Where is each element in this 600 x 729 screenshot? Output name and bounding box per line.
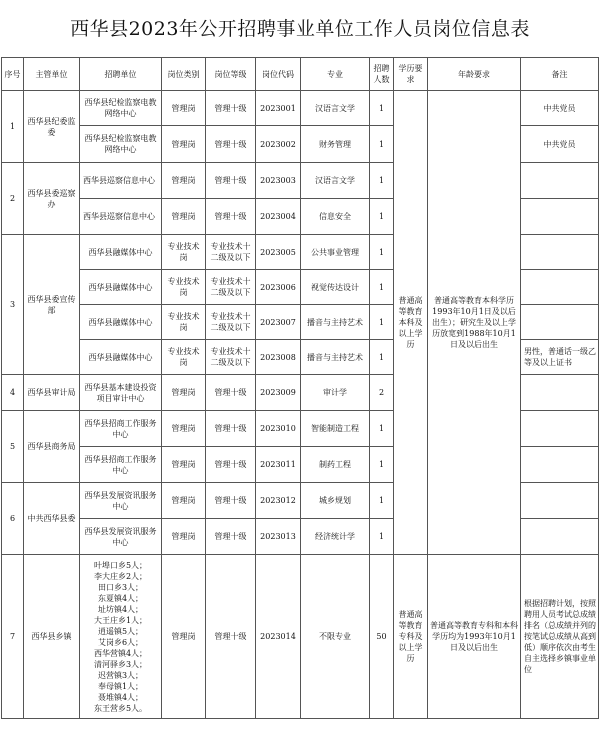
note-cell	[521, 519, 599, 555]
level-cell: 管理十级	[206, 555, 256, 719]
level-cell: 管理十级	[206, 199, 256, 235]
town-item: 田口乡3人；	[97, 582, 144, 592]
type-cell: 管理岗	[162, 411, 206, 447]
header-cell: 岗位类别	[162, 58, 206, 91]
code-cell: 2023008	[256, 340, 301, 375]
town-item: 清河驿乡3人；	[93, 659, 148, 669]
dept-cell: 西华县审计局	[24, 375, 80, 411]
code-cell: 2023010	[256, 411, 301, 447]
count-cell: 1	[370, 305, 394, 340]
type-cell: 管理岗	[162, 483, 206, 519]
unit-cell: 西华县纪检监察电教网络中心	[80, 126, 162, 163]
positions-table	[1, 57, 599, 719]
code-cell: 2023001	[256, 91, 301, 126]
level-cell: 专业技术十二级及以下	[206, 270, 256, 305]
type-cell: 管理岗	[162, 91, 206, 126]
code-cell: 2023012	[256, 483, 301, 519]
header-cell: 专业	[301, 58, 370, 91]
town-item: 迟营镇3人；	[97, 670, 144, 680]
type-cell: 管理岗	[162, 555, 206, 719]
type-cell: 管理岗	[162, 126, 206, 163]
count-cell: 1	[370, 519, 394, 555]
note-cell	[521, 411, 599, 447]
unit-cell: 西华县招商工作服务中心	[80, 411, 162, 447]
note-cell	[521, 270, 599, 305]
unit-cell: 西华县融媒体中心	[80, 270, 162, 305]
dept-cell: 西华县纪委监委	[24, 91, 80, 163]
type-cell: 管理岗	[162, 163, 206, 199]
unit-cell: 西华县纪检监察电教网络中心	[80, 91, 162, 126]
dept-cell: 中共西华县委	[24, 483, 80, 555]
level-cell: 管理十级	[206, 519, 256, 555]
level-cell: 专业技术十二级及以下	[206, 235, 256, 270]
level-cell: 管理十级	[206, 163, 256, 199]
age-cell: 普通高等教育本科学历1993年10月1日及以后出生）；研究生及以上学历放宽到1988年10月1日及以后出生	[428, 91, 521, 555]
note-cell	[521, 305, 599, 340]
town-item: 逍遥镇5人；	[97, 626, 144, 636]
note-cell: 中共党员	[521, 126, 599, 163]
note-cell	[521, 163, 599, 199]
count-cell: 1	[370, 447, 394, 483]
type-cell: 管理岗	[162, 519, 206, 555]
code-cell: 2023014	[256, 555, 301, 719]
note-cell	[521, 235, 599, 270]
code-cell: 2023013	[256, 519, 301, 555]
type-cell: 专业技术岗	[162, 340, 206, 375]
major-cell: 审计学	[301, 375, 370, 411]
dept-cell: 西华县委宣传部	[24, 235, 80, 375]
dept-cell: 西华县乡镇	[24, 555, 80, 719]
count-cell: 1	[370, 126, 394, 163]
unit-cell: 西华县巡察信息中心	[80, 163, 162, 199]
count-cell: 1	[370, 199, 394, 235]
header-cell: 序号	[2, 58, 24, 91]
level-cell: 管理十级	[206, 483, 256, 519]
page-title: 西华县2023年公开招聘事业单位工作人员岗位信息表	[70, 18, 530, 40]
type-cell: 管理岗	[162, 375, 206, 411]
town-item: 西华营镇4人；	[93, 648, 148, 658]
code-cell: 2023011	[256, 447, 301, 483]
header-cell: 招聘人数	[370, 58, 394, 91]
dept-cell: 西华县商务局	[24, 411, 80, 483]
count-cell: 1	[370, 91, 394, 126]
town-item: 东王营乡5人。	[93, 703, 148, 713]
major-cell: 不限专业	[301, 555, 370, 719]
type-cell: 管理岗	[162, 199, 206, 235]
major-cell: 汉语言文学	[301, 163, 370, 199]
town-item: 奉母镇1人；	[97, 681, 144, 691]
count-cell: 1	[370, 163, 394, 199]
town-item: 址坊镇4人；	[97, 604, 144, 614]
town-item: 李大庄乡2人；	[93, 571, 148, 581]
code-cell: 2023009	[256, 375, 301, 411]
major-cell: 播音与主持艺术	[301, 305, 370, 340]
row-number: 5	[2, 411, 24, 483]
row-number: 7	[2, 555, 24, 719]
level-cell: 管理十级	[206, 91, 256, 126]
note-cell	[521, 199, 599, 235]
count-cell: 1	[370, 235, 394, 270]
count-cell: 1	[370, 411, 394, 447]
table-header-row	[2, 58, 599, 91]
major-cell: 公共事业管理	[301, 235, 370, 270]
unit-cell: 西华县融媒体中心	[80, 235, 162, 270]
code-cell: 2023007	[256, 305, 301, 340]
unit-cell: 西华县融媒体中心	[80, 340, 162, 375]
level-cell: 管理十级	[206, 447, 256, 483]
unit-cell: 西华县招商工作服务中心	[80, 447, 162, 483]
major-cell: 信息安全	[301, 199, 370, 235]
dept-cell: 西华县委巡察办	[24, 163, 80, 235]
row-number: 4	[2, 375, 24, 411]
note-cell: 男性，普通话一级乙等及以上证书	[521, 340, 599, 375]
unit-cell: 西华县融媒体中心	[80, 305, 162, 340]
town-item: 聂堆镇4人；	[97, 692, 144, 702]
row-number: 6	[2, 483, 24, 555]
table-row	[2, 555, 599, 719]
note-cell: 中共党员	[521, 91, 599, 126]
major-cell: 智能制造工程	[301, 411, 370, 447]
header-cell: 岗位等级	[206, 58, 256, 91]
education-cell: 普通高等教育专科及以上学历	[394, 555, 428, 719]
major-cell: 城乡规划	[301, 483, 370, 519]
header-cell: 主管单位	[24, 58, 80, 91]
code-cell: 2023004	[256, 199, 301, 235]
row-number: 1	[2, 91, 24, 163]
level-cell: 管理十级	[206, 126, 256, 163]
town-item: 东夏镇4人；	[97, 593, 144, 603]
header-cell: 年龄要求	[428, 58, 521, 91]
major-cell: 播音与主持艺术	[301, 340, 370, 375]
note-cell	[521, 483, 599, 519]
code-cell: 2023002	[256, 126, 301, 163]
unit-cell: 西华县基本建设投资项目审计中心	[80, 375, 162, 411]
major-cell: 视觉传达设计	[301, 270, 370, 305]
count-cell: 1	[370, 340, 394, 375]
unit-cell: 西华县发展资讯服务中心	[80, 483, 162, 519]
type-cell: 专业技术岗	[162, 235, 206, 270]
header-cell: 岗位代码	[256, 58, 301, 91]
town-list-cell	[80, 555, 162, 719]
header-cell: 学历要求	[394, 58, 428, 91]
unit-cell: 西华县巡察信息中心	[80, 199, 162, 235]
note-cell	[521, 375, 599, 411]
code-cell: 2023006	[256, 270, 301, 305]
major-cell: 经济统计学	[301, 519, 370, 555]
level-cell: 专业技术十二级及以下	[206, 305, 256, 340]
count-cell: 2	[370, 375, 394, 411]
type-cell: 管理岗	[162, 447, 206, 483]
level-cell: 专业技术十二级及以下	[206, 340, 256, 375]
type-cell: 专业技术岗	[162, 270, 206, 305]
type-cell: 专业技术岗	[162, 305, 206, 340]
header-cell: 招聘单位	[80, 58, 162, 91]
row-number: 3	[2, 235, 24, 375]
table-row	[2, 91, 599, 126]
major-cell: 汉语言文学	[301, 91, 370, 126]
education-cell: 普通高等教育本科及以上学历	[394, 91, 428, 555]
count-cell: 1	[370, 483, 394, 519]
town-item: 大王庄乡1人；	[93, 615, 148, 625]
level-cell: 管理十级	[206, 375, 256, 411]
code-cell: 2023003	[256, 163, 301, 199]
level-cell: 管理十级	[206, 411, 256, 447]
header-cell: 备注	[521, 58, 599, 91]
note-cell: 根据招聘计划，按照聘用人员考试总成绩排名（总成绩并列的按笔试总成绩从高到低）顺序依次由考生自主选择乡镇事业单位	[521, 555, 599, 719]
age-cell: 普通高等教育专科和本科学历均为1993年10月1日及以后出生	[428, 555, 521, 719]
town-item: 艾岗乡6人；	[97, 637, 144, 647]
count-cell: 1	[370, 270, 394, 305]
row-number: 2	[2, 163, 24, 235]
count-cell: 50	[370, 555, 394, 719]
code-cell: 2023005	[256, 235, 301, 270]
note-cell	[521, 447, 599, 483]
major-cell: 财务管理	[301, 126, 370, 163]
town-item: 叶埠口乡5人；	[93, 560, 148, 570]
unit-cell: 西华县发展资讯服务中心	[80, 519, 162, 555]
major-cell: 制药工程	[301, 447, 370, 483]
